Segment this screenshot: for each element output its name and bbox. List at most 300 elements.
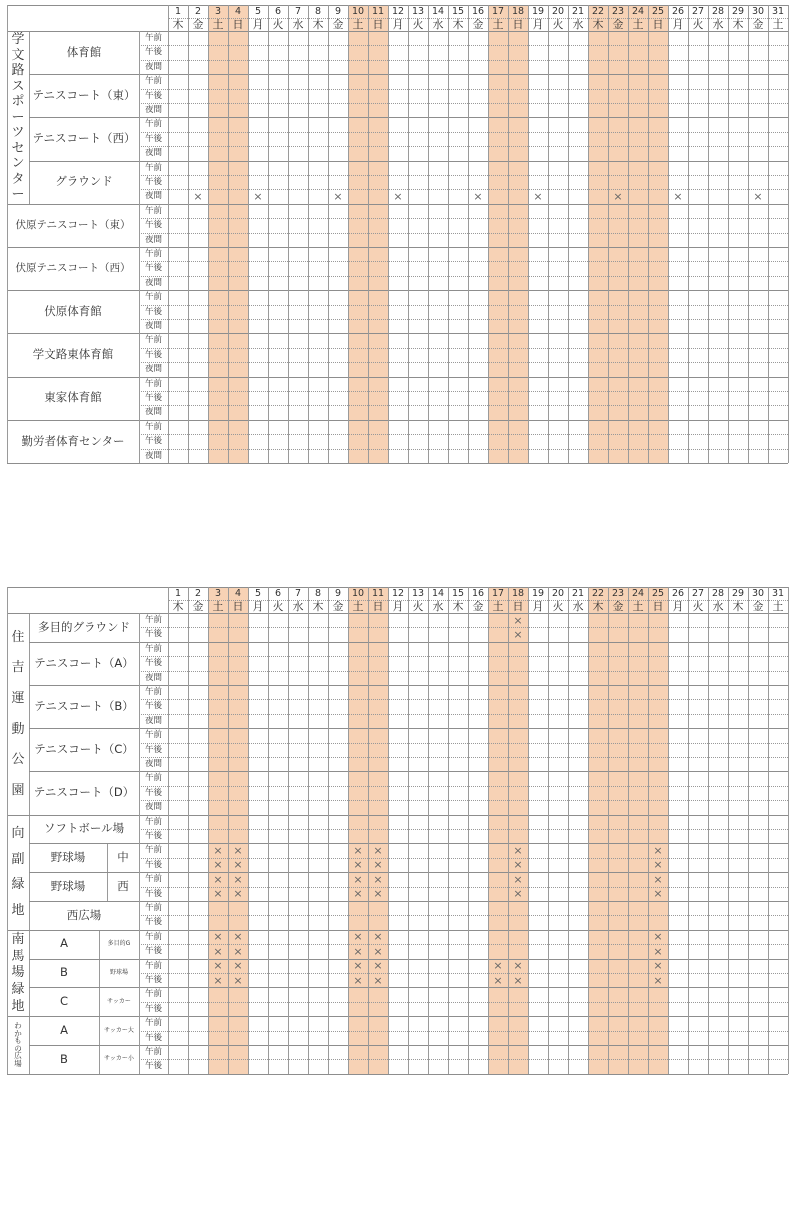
facility-name: A [60, 936, 68, 951]
unavailable-mark: × [213, 844, 223, 858]
day-column-border [508, 587, 509, 1074]
time-slot-label: 午前 [144, 378, 162, 389]
group-label: 住 吉 運 動 公 園 [11, 629, 25, 798]
time-slot-label: 午前 [144, 248, 162, 259]
weekday-header: 水 [292, 600, 304, 613]
slot-row-divider [139, 146, 788, 147]
day-column-border [188, 5, 189, 463]
weekday-header: 水 [292, 18, 304, 31]
weekday-header: 水 [572, 18, 584, 31]
time-slot-label: 午前 [144, 205, 162, 216]
unavailable-mark: × [353, 887, 363, 901]
day-column-border [688, 587, 689, 1074]
unavailable-mark: × [233, 944, 243, 958]
day-number-header: 14 [431, 587, 445, 599]
facility-name: 伏原体育館 [44, 304, 102, 319]
day-number-header: 10 [351, 5, 365, 17]
day-number-header: 10 [351, 587, 365, 599]
weekday-header: 木 [452, 600, 464, 613]
facility-name: テニスコート（C） [34, 742, 134, 757]
day-column-border [448, 5, 449, 463]
day-column-border [248, 5, 249, 463]
day-column-border [288, 587, 289, 1074]
day-column-border [388, 5, 389, 463]
slot-row-divider [139, 699, 788, 700]
time-slot-label: 午前 [144, 162, 162, 173]
slot-row-divider [139, 714, 788, 715]
weekday-header: 金 [612, 600, 624, 613]
weekday-header: 金 [192, 18, 204, 31]
unavailable-mark: × [513, 858, 523, 872]
time-slot-label: 夜間 [144, 277, 162, 288]
day-column-border [208, 5, 209, 463]
slot-row-divider [139, 233, 788, 234]
time-slot-label: 夜間 [144, 672, 162, 683]
day-column-border [628, 5, 629, 463]
day-number-header: 8 [314, 587, 322, 599]
day-number-header: 28 [711, 5, 725, 17]
slot-row-divider [139, 103, 788, 104]
weekend-column-highlight [648, 587, 668, 1074]
weekday-header: 月 [672, 18, 684, 31]
day-number-header: 7 [294, 5, 302, 17]
day-number-header: 13 [411, 5, 425, 17]
time-slot-label: 夜間 [144, 715, 162, 726]
table-top-border [7, 587, 788, 588]
day-column-border [768, 5, 769, 463]
weekday-header: 水 [712, 18, 724, 31]
time-slot-label: 午前 [144, 335, 162, 346]
day-column-border [328, 587, 329, 1074]
day-number-header: 30 [751, 587, 765, 599]
day-number-header: 1 [174, 5, 182, 17]
day-number-header: 20 [551, 5, 565, 17]
unavailable-mark: × [513, 872, 523, 886]
weekday-header: 金 [752, 18, 764, 31]
time-slot-label: 午前 [144, 989, 162, 1000]
day-number-header: 30 [751, 5, 765, 17]
facility-sub-name: 西 [117, 878, 129, 893]
weekday-header: 土 [772, 18, 784, 31]
day-column-border [508, 5, 509, 463]
day-column-border [568, 5, 569, 463]
day-number-header: 4 [234, 587, 242, 599]
day-column-border [788, 5, 789, 463]
weekday-header: 火 [272, 18, 284, 31]
day-number-header: 3 [214, 5, 222, 17]
facility-name: テニスコート（B） [34, 698, 134, 713]
day-number-header: 17 [491, 587, 505, 599]
weekday-header: 土 [632, 600, 644, 613]
unavailable-mark: × [513, 887, 523, 901]
unavailable-mark: × [513, 959, 523, 973]
facility-sub-name: 多目的G [107, 940, 131, 948]
facility-name: C [59, 994, 69, 1009]
unavailable-mark: × [653, 973, 663, 987]
time-slot-label: 夜間 [144, 148, 162, 159]
header-divider [168, 18, 788, 19]
day-column-border [308, 5, 309, 463]
day-column-border [308, 587, 309, 1074]
weekday-header: 火 [552, 600, 564, 613]
weekday-header: 金 [332, 18, 344, 31]
weekday-header: 日 [652, 600, 664, 613]
day-column-border [708, 587, 709, 1074]
weekday-header: 日 [512, 18, 524, 31]
day-number-header: 16 [471, 5, 485, 17]
unavailable-mark: × [373, 973, 383, 987]
time-slot-label: 午後 [144, 888, 162, 899]
time-slot-label: 午後 [144, 306, 162, 317]
day-column-border [668, 587, 669, 1074]
slot-row-divider [139, 189, 788, 190]
day-column-border [748, 587, 749, 1074]
weekday-header: 木 [172, 18, 184, 31]
day-column-border [188, 587, 189, 1074]
day-number-header: 2 [194, 5, 202, 17]
weekday-header: 土 [492, 18, 504, 31]
slot-row-divider [139, 786, 788, 787]
day-number-header: 13 [411, 587, 425, 599]
unavailable-mark: × [213, 944, 223, 958]
table-bottom-border [7, 463, 788, 464]
time-slot-label: 午後 [144, 1003, 162, 1014]
day-column-border [548, 5, 549, 463]
facility-sub-name: サッカー大 [104, 1026, 134, 1034]
weekday-header: 水 [712, 600, 724, 613]
slot-row-divider [139, 218, 788, 219]
time-slot-label: 午前 [144, 874, 162, 885]
day-column-border [728, 587, 729, 1074]
unavailable-mark: × [653, 844, 663, 858]
time-slot-label: 午前 [144, 845, 162, 856]
time-slot-label: 午前 [144, 730, 162, 741]
day-column-border [588, 5, 589, 463]
day-number-header: 12 [391, 587, 405, 599]
day-column-border [768, 587, 769, 1074]
facility-name: 伏原テニスコート（東） [15, 219, 131, 232]
facility-divider [7, 31, 788, 32]
unavailable-mark: × [513, 844, 523, 858]
time-slot-label: 午前 [144, 1046, 162, 1057]
facility-divider [7, 930, 788, 931]
facility-sub-name: 野球場 [109, 968, 128, 976]
unavailable-mark: × [233, 858, 243, 872]
weekday-header: 金 [332, 600, 344, 613]
sub-divider [107, 843, 108, 872]
unavailable-mark: × [353, 973, 363, 987]
day-number-header: 18 [511, 587, 525, 599]
weekend-column-highlight [608, 587, 628, 1074]
weekday-header: 火 [692, 18, 704, 31]
slot-row-divider [139, 1031, 788, 1032]
facility-name: テニスコート（西） [32, 131, 136, 146]
weekend-column-highlight [348, 587, 368, 1074]
day-column-border [468, 5, 469, 463]
day-column-border [288, 5, 289, 463]
day-number-header: 25 [651, 5, 665, 17]
facility-divider [7, 204, 788, 205]
time-slot-label: 夜間 [144, 320, 162, 331]
facility-name: 野球場 [50, 850, 86, 865]
day-number-header: 27 [691, 587, 705, 599]
weekday-header: 金 [192, 600, 204, 613]
table-left-border [7, 5, 8, 463]
facility-name: 東家体育館 [44, 390, 102, 405]
time-slot-label: 午前 [144, 643, 162, 654]
group-label: わ か も の 広 場 [14, 1021, 22, 1068]
day-number-header: 27 [691, 5, 705, 17]
unavailable-mark: × [373, 930, 383, 944]
weekday-header: 木 [732, 18, 744, 31]
slot-row-divider [139, 743, 788, 744]
slot-row-divider [139, 858, 788, 859]
time-slot-label: 午前 [144, 773, 162, 784]
time-slot-label: 午後 [144, 392, 162, 403]
day-column-border [228, 5, 229, 463]
facility-name: 野球場 [50, 878, 86, 893]
slot-row-divider [139, 276, 788, 277]
day-number-header: 26 [671, 5, 685, 17]
weekday-header: 水 [432, 18, 444, 31]
time-slot-label: 午前 [144, 421, 162, 432]
day-number-header: 24 [631, 5, 645, 17]
time-slot-label: 午前 [144, 931, 162, 942]
day-number-header: 26 [671, 587, 685, 599]
day-column-border [168, 587, 169, 1074]
time-slot-label: 午後 [144, 974, 162, 985]
sub-divider [99, 930, 100, 959]
slot-row-divider [139, 887, 788, 888]
time-slot-label: 午後 [144, 946, 162, 957]
unavailable-mark: × [513, 628, 523, 642]
day-number-header: 11 [371, 5, 385, 17]
slot-row-divider [139, 45, 788, 46]
slot-row-divider [139, 319, 788, 320]
facility-divider [7, 377, 788, 378]
unavailable-mark: × [193, 190, 203, 204]
weekday-header: 月 [252, 600, 264, 613]
slot-row-divider [139, 973, 788, 974]
header-divider [168, 600, 788, 601]
weekday-header: 土 [632, 18, 644, 31]
day-column-border [628, 587, 629, 1074]
weekday-header: 土 [492, 600, 504, 613]
sub-divider [99, 959, 100, 988]
time-slot-label: 午後 [144, 176, 162, 187]
facility-divider [7, 333, 788, 334]
time-slot-label: 午後 [144, 658, 162, 669]
facility-sub-name: サッカー小 [104, 1055, 134, 1063]
day-number-header: 2 [194, 587, 202, 599]
slot-row-divider [139, 915, 788, 916]
unavailable-mark: × [353, 930, 363, 944]
unavailable-mark: × [653, 872, 663, 886]
day-number-header: 9 [334, 5, 342, 17]
time-slot-label: 午後 [144, 859, 162, 870]
weekday-header: 日 [232, 600, 244, 613]
time-slot-label: 夜間 [144, 364, 162, 375]
facility-name: テニスコート（D） [33, 785, 135, 800]
slot-row-divider [139, 671, 788, 672]
unavailable-mark: × [213, 930, 223, 944]
weekend-column-highlight [488, 587, 508, 1074]
facility-name: 体育館 [66, 44, 102, 59]
time-slot-label: 夜間 [144, 234, 162, 245]
day-column-border [788, 587, 789, 1074]
weekday-header: 木 [172, 600, 184, 613]
day-number-header: 6 [274, 587, 282, 599]
time-slot-label: 夜間 [144, 104, 162, 115]
day-number-header: 1 [174, 587, 182, 599]
weekday-header: 水 [572, 600, 584, 613]
day-column-border [468, 587, 469, 1074]
time-slot-label: 夜間 [144, 450, 162, 461]
day-number-header: 5 [254, 587, 262, 599]
day-column-border [748, 5, 749, 463]
slot-row-divider [139, 829, 788, 830]
unavailable-mark: × [213, 872, 223, 886]
facility-sub-name: 中 [117, 850, 129, 865]
unavailable-mark: × [373, 844, 383, 858]
weekday-header: 火 [412, 18, 424, 31]
weekday-header: 火 [692, 600, 704, 613]
weekday-header: 木 [732, 600, 744, 613]
unavailable-mark: × [753, 190, 763, 204]
time-slot-label: 午後 [144, 220, 162, 231]
unavailable-mark: × [233, 887, 243, 901]
weekday-header: 水 [432, 600, 444, 613]
time-slot-label: 夜間 [144, 802, 162, 813]
day-number-header: 22 [591, 587, 605, 599]
sub-divider [99, 1045, 100, 1074]
slot-row-divider [139, 362, 788, 363]
weekday-header: 木 [592, 600, 604, 613]
table-left-border [7, 587, 8, 1074]
facility-name: A [60, 1022, 68, 1037]
weekday-header: 火 [272, 600, 284, 613]
day-column-border [408, 587, 409, 1074]
time-slot-label: 午後 [144, 629, 162, 640]
time-slot-label: 午前 [144, 686, 162, 697]
time-slot-label: 午前 [144, 119, 162, 130]
unavailable-mark: × [613, 190, 623, 204]
day-column-border [568, 587, 569, 1074]
day-column-border [608, 5, 609, 463]
slot-column-border [139, 613, 140, 1074]
time-slot-label: 午前 [144, 902, 162, 913]
weekday-header: 木 [312, 600, 324, 613]
unavailable-mark: × [653, 930, 663, 944]
unavailable-mark: × [373, 944, 383, 958]
weekday-header: 木 [312, 18, 324, 31]
facility-divider [7, 420, 788, 421]
day-column-border [388, 587, 389, 1074]
weekend-column-highlight [228, 587, 248, 1074]
time-slot-label: 午前 [144, 960, 162, 971]
facility-divider [7, 613, 788, 614]
time-slot-label: 午前 [144, 32, 162, 43]
time-slot-label: 夜間 [144, 407, 162, 418]
slot-row-divider [139, 757, 788, 758]
day-number-header: 28 [711, 587, 725, 599]
day-column-border [448, 587, 449, 1074]
table-bottom-border [7, 1074, 788, 1075]
time-slot-label: 午後 [144, 1032, 162, 1043]
unavailable-mark: × [233, 973, 243, 987]
weekday-header: 金 [472, 18, 484, 31]
unavailable-mark: × [353, 858, 363, 872]
day-column-border [548, 587, 549, 1074]
day-number-header: 29 [731, 587, 745, 599]
day-number-header: 7 [294, 587, 302, 599]
slot-row-divider [139, 391, 788, 392]
time-slot-label: 午後 [144, 47, 162, 58]
slot-row-divider [139, 800, 788, 801]
unavailable-mark: × [233, 930, 243, 944]
time-slot-label: 夜間 [144, 61, 162, 72]
day-number-header: 16 [471, 587, 485, 599]
group-label: 南 馬 場 緑 地 [11, 932, 25, 1014]
unavailable-mark: × [213, 858, 223, 872]
slot-row-divider [139, 1059, 788, 1060]
weekend-column-highlight [628, 587, 648, 1074]
time-slot-label: 午後 [144, 830, 162, 841]
weekday-header: 土 [772, 600, 784, 613]
unavailable-mark: × [353, 959, 363, 973]
facility-divider [7, 290, 788, 291]
day-number-header: 12 [391, 5, 405, 17]
weekend-column-highlight [508, 587, 528, 1074]
unavailable-mark: × [653, 959, 663, 973]
weekday-header: 土 [212, 18, 224, 31]
unavailable-mark: × [233, 959, 243, 973]
group-label: 学 文 路 ス ポ ー ツ セ ン タ ー [11, 32, 25, 203]
day-column-border [528, 587, 529, 1074]
unavailable-mark: × [353, 844, 363, 858]
facility-sub-name: サッカー [107, 997, 131, 1005]
day-column-border [228, 587, 229, 1074]
day-number-header: 8 [314, 5, 322, 17]
table-top-border [7, 5, 788, 6]
facility-name: B [60, 1051, 68, 1066]
unavailable-mark: × [513, 973, 523, 987]
day-number-header: 19 [531, 5, 545, 17]
slot-row-divider [139, 405, 788, 406]
sub-divider [99, 987, 100, 1016]
weekday-header: 月 [532, 18, 544, 31]
weekday-header: 月 [532, 600, 544, 613]
slot-row-divider [139, 132, 788, 133]
day-number-header: 4 [234, 5, 242, 17]
time-slot-label: 午後 [144, 917, 162, 928]
unavailable-mark: × [253, 190, 263, 204]
day-column-border [428, 5, 429, 463]
day-number-header: 31 [771, 587, 785, 599]
unavailable-mark: × [213, 959, 223, 973]
facility-name: 学文路東体育館 [32, 347, 114, 362]
unavailable-mark: × [473, 190, 483, 204]
slot-row-divider [139, 627, 788, 628]
day-number-header: 15 [451, 587, 465, 599]
day-number-header: 5 [254, 5, 262, 17]
day-number-header: 17 [491, 5, 505, 17]
day-column-border [688, 5, 689, 463]
unavailable-mark: × [333, 190, 343, 204]
slot-row-divider [139, 175, 788, 176]
day-column-border [428, 587, 429, 1074]
day-column-border [528, 5, 529, 463]
